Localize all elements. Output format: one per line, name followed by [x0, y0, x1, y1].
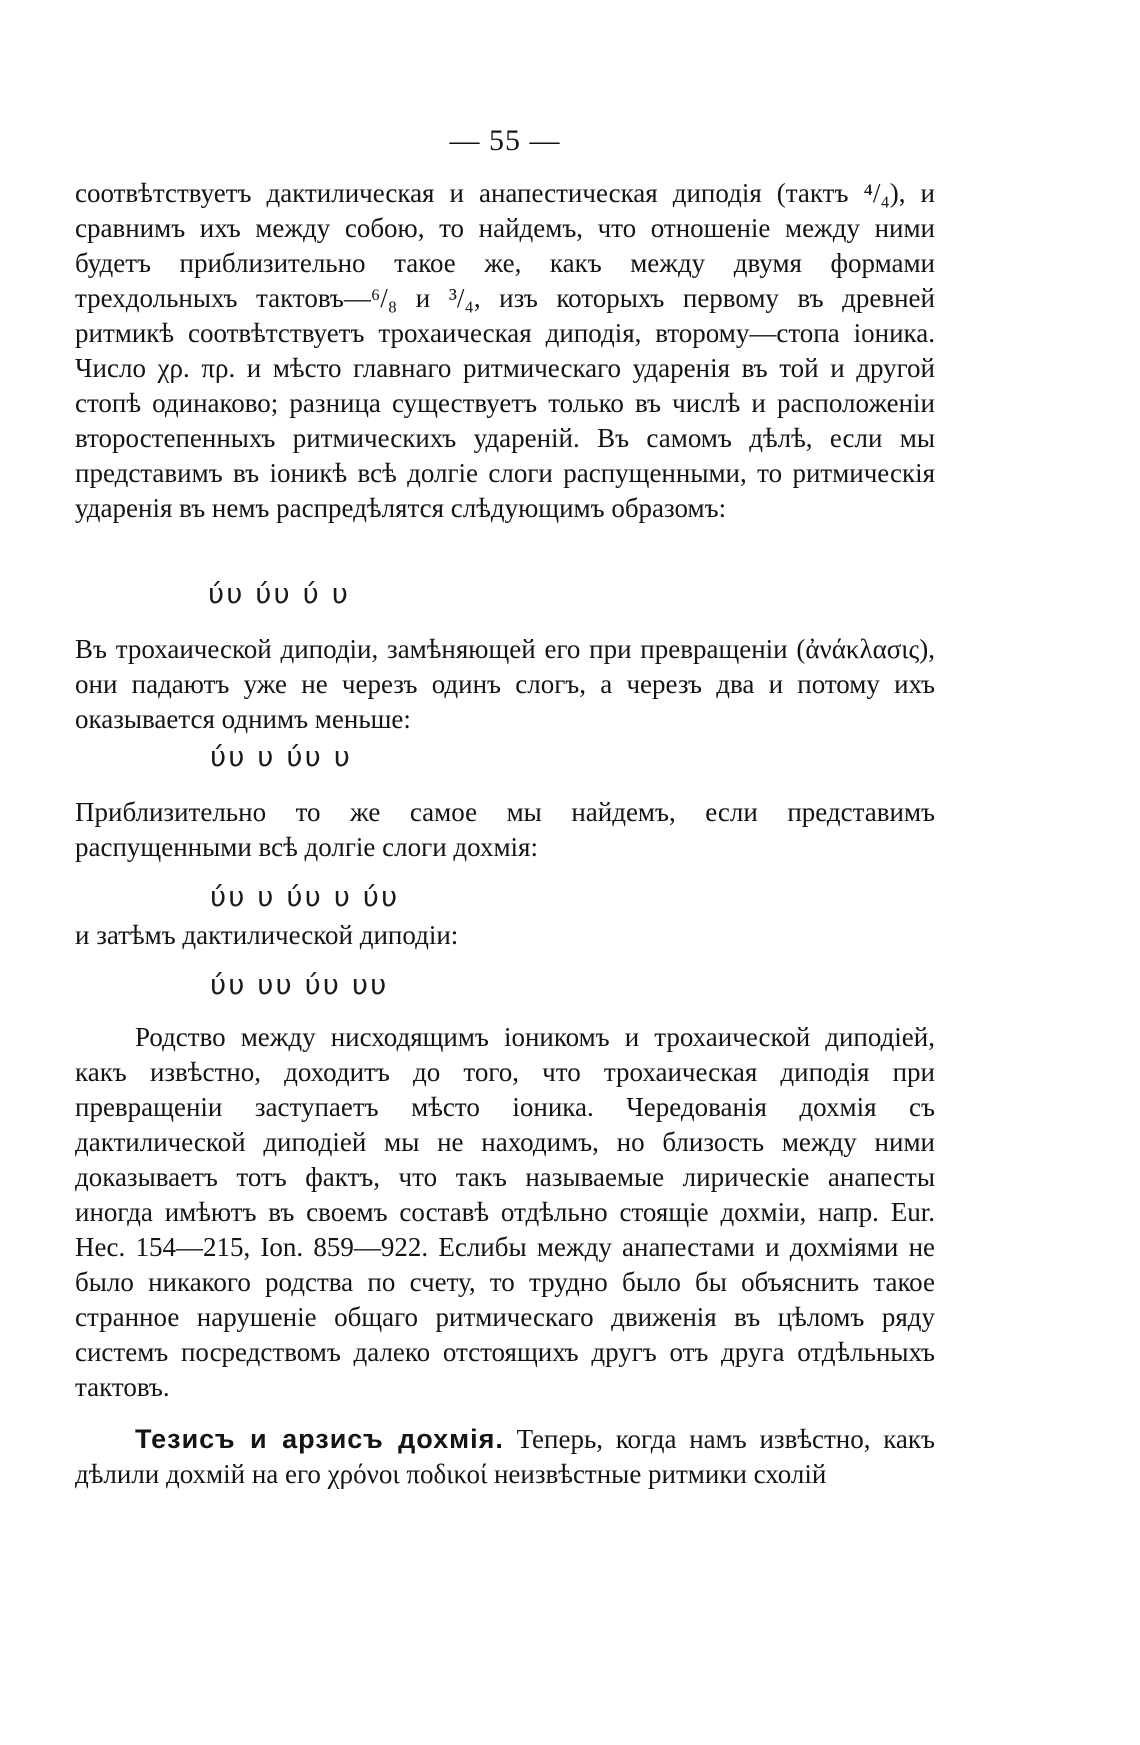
section-heading: Тезисъ и арзисъ дохмія.	[135, 1424, 504, 1454]
paragraph-3: Приблизительно то же самое мы найдемъ, если представимъ распущенными всѣ долгіе слоги дохмія:	[75, 797, 935, 862]
paragraph-6-text: Теперь, когда намъ извѣстно, какъ дѣлили дохмій на его χρόνοι ποδικοί неизвѣстные ритмики схолій	[75, 1424, 935, 1489]
paragraph-2: Въ трохаической диподіи, замѣняющей его при превращеніи (ἀνάκλασις), они падаютъ уже не черезъ одинъ слогъ, а черезъ два и потому ихъ оказывается однимъ меньше:	[75, 634, 935, 734]
paragraph-5: Родство между нисходящимъ іоникомъ и трохаической диподіей, какъ извѣстно, доходитъ до того, что трохаическая диподія при превращеніи заступаетъ мѣсто іоника. Чередованія дохмія съ дактилической диподіей мы не находимъ, но близость между ними доказываетъ тотъ фактъ, что такъ называемые лирическіе анапесты иногда имѣютъ въ своемъ составѣ отдѣльно стоящіе дохміи, напр. Eur. Hec. 154—215, Ion. 859—922. Еслибы между анапестами и дохміями не было никакого родства по счету, то трудно было бы объяснить такое странное нарушеніе общаго ритмическаго движенія въ цѣломъ ряду системъ посредствомъ далеко отстоящихъ другъ отъ друга отдѣльныхъ тактовъ.	[75, 1022, 935, 1402]
meter-scheme-ionic: ύυ ύυ ύ υ	[208, 577, 350, 610]
paragraph-1: соотвѣтствуетъ дактилическая и анапестическая диподія (тактъ ⁴/₄), и сравнимъ ихъ между собою, то найдемъ, что отношеніе между ними будетъ приблизительно такое же, какъ между двумя формами трехдольныхъ тактовъ—⁶/₈ и ³/₄, изъ которыхъ первому въ древней ритмикѣ соотвѣтствуетъ трохаическая диподія, второму—стопа іоника. Число χρ. πρ. и мѣсто главнаго ритмическаго ударенія въ той и другой стопѣ одинаково; разница существуетъ только въ числѣ и расположеніи второстепенныхъ ритмическихъ удареній. Въ самомъ дѣлѣ, если мы представимъ въ іоникѣ всѣ долгіе слоги распущенными, то ритмическія ударенія въ немъ распредѣлятся слѣдующимъ образомъ:	[75, 178, 935, 523]
meter-scheme-dactylic: ύυ υυ ύυ υυ	[210, 968, 389, 1001]
meter-scheme-trochaic: ύυ υ ύυ υ	[210, 740, 352, 773]
paragraph-4: и затѣмъ дактилической диподіи:	[75, 920, 459, 950]
paragraph-6	[75, 1422, 935, 1492]
meter-scheme-dochmius: ύυ υ ύυ υ ύυ	[210, 880, 400, 913]
page-number: — 55 —	[449, 124, 561, 157]
